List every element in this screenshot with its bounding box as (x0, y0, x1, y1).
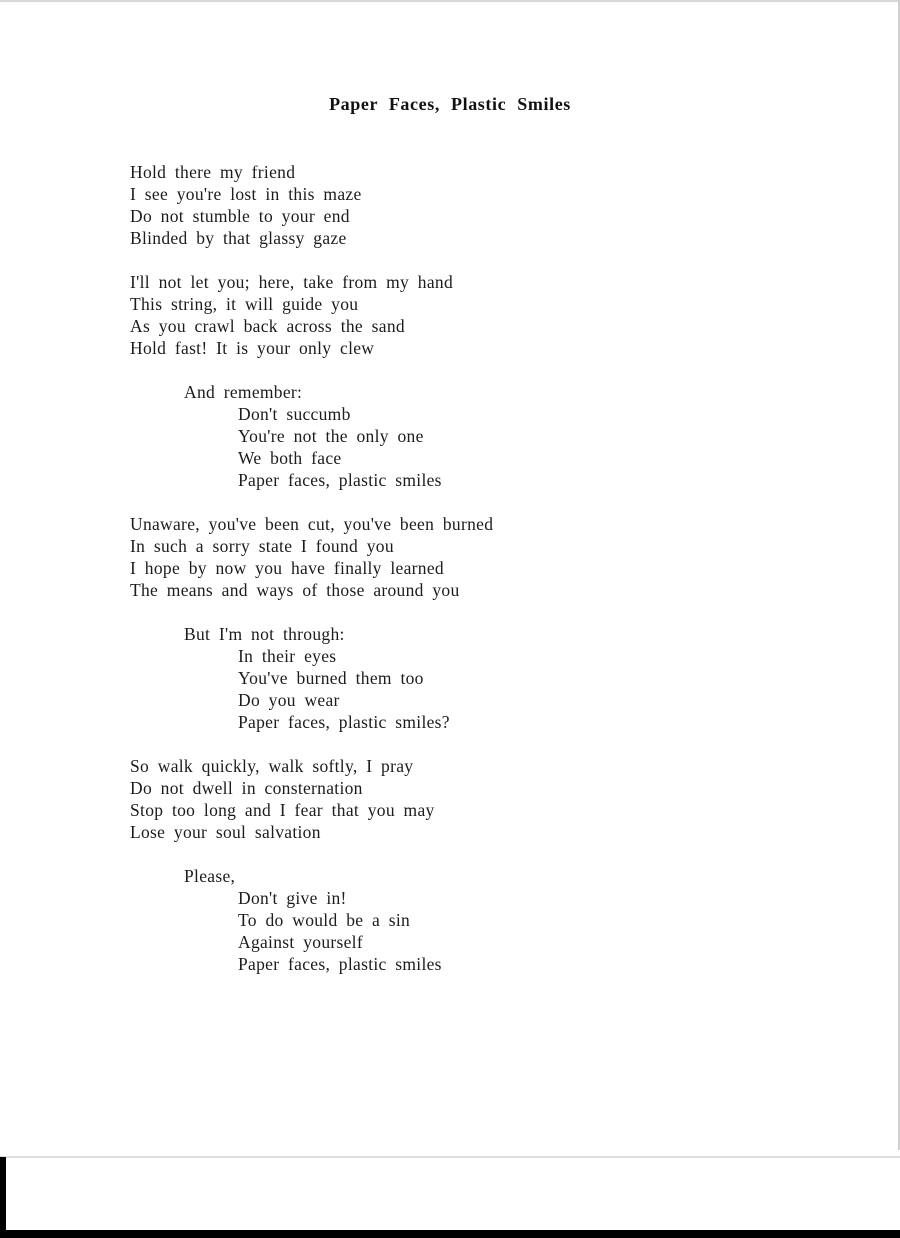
poem-line: Do not stumble to your end (130, 206, 350, 226)
scan-bottom-border (0, 1230, 900, 1238)
refrain-lead: But I'm not through: (184, 624, 345, 644)
poem-line: Stop too long and I fear that you may (130, 800, 435, 820)
refrain-3 (130, 865, 780, 975)
refrain-line: Against yourself (238, 932, 363, 952)
refrain-line: Paper faces, plastic smiles (238, 954, 442, 974)
poem-body (130, 161, 780, 997)
refrain-1 (130, 381, 780, 491)
refrain-line: You're not the only one (238, 426, 424, 446)
poem-line: As you crawl back across the sand (130, 316, 405, 336)
poem-line: Lose your soul salvation (130, 822, 321, 842)
stanza-1 (130, 161, 780, 249)
refrain-lead: Please, (184, 866, 236, 886)
poem-line: I see you're lost in this maze (130, 184, 362, 204)
scan-fold-line (0, 1156, 900, 1158)
refrain-2 (130, 623, 780, 733)
poem-line: The means and ways of those around you (130, 580, 460, 600)
refrain-line: We both face (238, 448, 342, 468)
refrain-line: Paper faces, plastic smiles (238, 470, 442, 490)
refrain-line: Don't give in! (238, 888, 347, 908)
refrain-line: In their eyes (238, 646, 337, 666)
poem-line: I'll not let you; here, take from my hand (130, 272, 454, 292)
page-top-edge (0, 0, 900, 2)
poem-title: Paper Faces, Plastic Smiles (329, 94, 571, 114)
refrain-line: Do you wear (238, 690, 340, 710)
refrain-line: Don't succumb (238, 404, 351, 424)
refrain-lead: And remember: (184, 382, 303, 402)
scan-left-border (0, 1157, 6, 1238)
poem-line: Hold there my friend (130, 162, 296, 182)
refrain-line: Paper faces, plastic smiles? (238, 712, 450, 732)
poem-line: Hold fast! It is your only clew (130, 338, 375, 358)
poem-line: I hope by now you have finally learned (130, 558, 444, 578)
poem-line: In such a sorry state I found you (130, 536, 394, 556)
stanza-2 (130, 271, 780, 359)
poem-line: Unaware, you've been cut, you've been burned (130, 514, 494, 534)
poem-line: Blinded by that glassy gaze (130, 228, 347, 248)
poem-line: Do not dwell in consternation (130, 778, 363, 798)
poem-line: So walk quickly, walk softly, I pray (130, 756, 414, 776)
stanza-3 (130, 513, 780, 601)
poem-line: This string, it will guide you (130, 294, 359, 314)
refrain-line: You've burned them too (238, 668, 424, 688)
refrain-line: To do would be a sin (238, 910, 411, 930)
stanza-4 (130, 755, 780, 843)
